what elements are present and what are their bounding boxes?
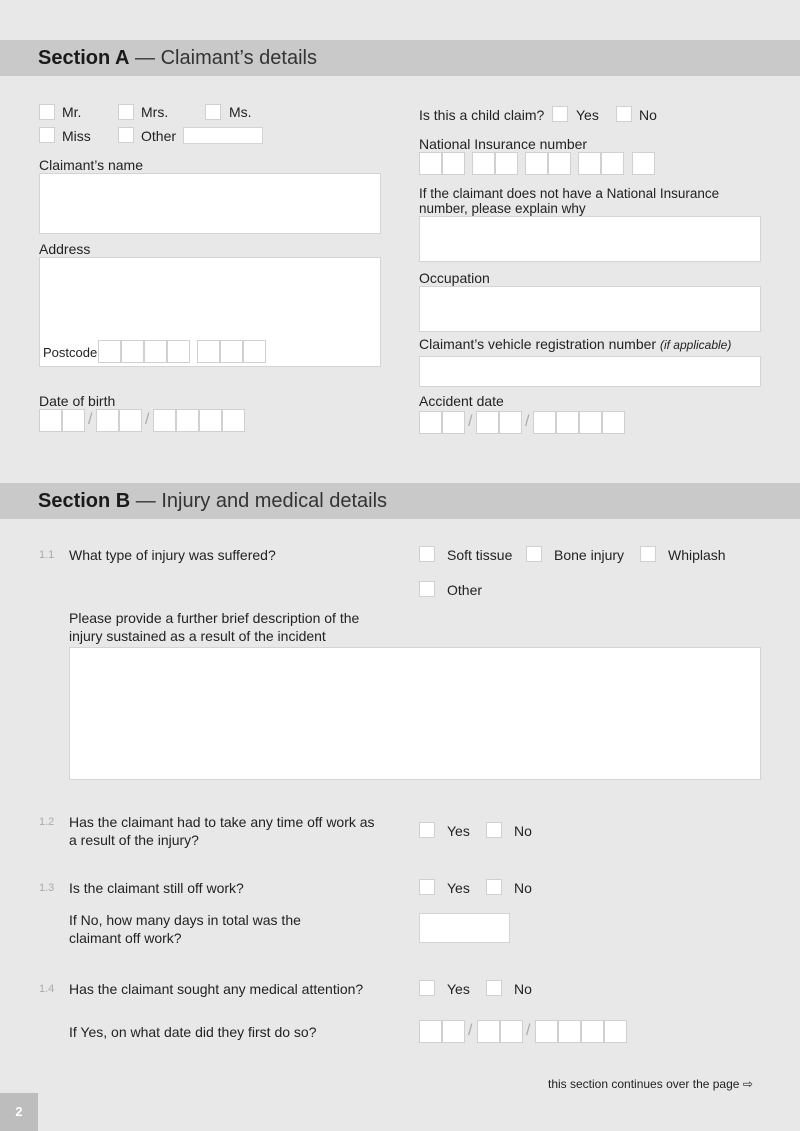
injury-whiplash-label: Whiplash <box>668 547 726 563</box>
page-number: 2 <box>0 1093 38 1131</box>
medical-attention-no-label: No <box>514 981 532 997</box>
dob-separator: / <box>145 411 150 428</box>
accident-date-separator: / <box>468 413 473 430</box>
title-mrs-label: Mrs. <box>141 104 169 120</box>
ni-number-cell[interactable] <box>419 152 442 175</box>
claimant-name-input[interactable] <box>39 173 381 234</box>
title-mrs-checkbox[interactable] <box>118 104 134 120</box>
medical-attention-yes-checkbox[interactable] <box>419 980 435 996</box>
medical-date-cell[interactable] <box>581 1020 604 1043</box>
injury-other-label: Other <box>447 582 483 598</box>
ni-number-cell[interactable] <box>472 152 495 175</box>
medical-date-label: If Yes, on what date did they first do so? <box>69 1024 317 1040</box>
ni-number-cell[interactable] <box>632 152 655 175</box>
dob-label: Date of birth <box>39 393 116 409</box>
injury-bone-label: Bone injury <box>554 547 625 563</box>
title-mr-checkbox[interactable] <box>39 104 55 120</box>
title-other-input[interactable] <box>183 127 263 144</box>
child-claim-yes-label: Yes <box>576 107 599 123</box>
child-claim-yes-checkbox[interactable] <box>552 106 568 122</box>
medical-date-cell[interactable] <box>419 1020 442 1043</box>
medical-date-cell[interactable] <box>535 1020 558 1043</box>
continues-note: this section continues over the page ⇨ <box>548 1077 753 1091</box>
still-off-work-yes-checkbox[interactable] <box>419 879 435 895</box>
accident-date-cell[interactable] <box>579 411 602 434</box>
title-other-checkbox[interactable] <box>118 127 134 143</box>
accident-date-cell[interactable] <box>419 411 442 434</box>
ni-number-cell[interactable] <box>548 152 571 175</box>
injury-bone-checkbox[interactable] <box>526 546 542 562</box>
ni-number-cell[interactable] <box>525 152 548 175</box>
still-off-work-yes-label: Yes <box>447 880 470 896</box>
still-off-work-question: Is the claimant still off work? <box>69 880 244 896</box>
medical-attention-question: Has the claimant sought any medical attention? <box>69 981 364 997</box>
title-ms-checkbox[interactable] <box>205 104 221 120</box>
days-off-label-line1: If No, how many days in total was the <box>69 912 301 928</box>
injury-whiplash-checkbox[interactable] <box>640 546 656 562</box>
injury-soft-tissue-label: Soft tissue <box>447 547 513 563</box>
accident-date-cell[interactable] <box>602 411 625 434</box>
dob-cell[interactable] <box>222 409 245 432</box>
occupation-label: Occupation <box>419 270 490 286</box>
question-number: 1.1 <box>39 549 55 561</box>
section-b-title: Section B — Injury and medical details <box>38 490 388 512</box>
page-top-strip <box>0 0 800 40</box>
question-number: 1.2 <box>39 816 55 828</box>
arrow-right-icon: ⇨ <box>742 1077 753 1091</box>
dob-cell[interactable] <box>62 409 85 432</box>
question-number: 1.4 <box>39 983 55 995</box>
dob-cell[interactable] <box>199 409 222 432</box>
accident-date-cell[interactable] <box>556 411 579 434</box>
accident-date-cell[interactable] <box>476 411 499 434</box>
time-off-yes-checkbox[interactable] <box>419 822 435 838</box>
vehicle-reg-label: Claimant’s vehicle registration number (if applicable) <box>419 336 732 352</box>
section-a-title: Section A — Claimant’s details <box>38 47 317 69</box>
accident-date-cell[interactable] <box>533 411 556 434</box>
injury-description-label-line2: injury sustained as a result of the incident <box>69 628 326 644</box>
accident-date-separator: / <box>525 413 530 430</box>
medical-attention-no-checkbox[interactable] <box>486 980 502 996</box>
time-off-question-line2: a result of the injury? <box>69 832 199 848</box>
days-off-input[interactable] <box>419 913 510 943</box>
no-ni-label-line2: number, please explain why <box>419 201 586 216</box>
medical-date-separator: / <box>526 1022 531 1039</box>
dob-cell[interactable] <box>96 409 119 432</box>
accident-date-label: Accident date <box>419 393 504 409</box>
no-ni-label-line1: If the claimant does not have a National Insurance <box>419 186 720 201</box>
injury-type-question: What type of injury was suffered? <box>69 547 276 563</box>
medical-date-cell[interactable] <box>477 1020 500 1043</box>
medical-date-cell[interactable] <box>500 1020 523 1043</box>
dob-cell[interactable] <box>153 409 176 432</box>
postcode-label: Postcode <box>43 345 98 360</box>
medical-date-cell[interactable] <box>558 1020 581 1043</box>
question-number: 1.3 <box>39 882 55 894</box>
dob-cell[interactable] <box>39 409 62 432</box>
accident-date-cell[interactable] <box>442 411 465 434</box>
medical-attention-yes-label: Yes <box>447 981 470 997</box>
ni-number-label: National Insurance number <box>419 136 588 152</box>
time-off-no-label: No <box>514 823 532 839</box>
time-off-yes-label: Yes <box>447 823 470 839</box>
ni-number-cell[interactable] <box>601 152 624 175</box>
medical-date-cell[interactable] <box>442 1020 465 1043</box>
medical-date-separator: / <box>468 1022 473 1039</box>
vehicle-reg-note: (if applicable) <box>659 338 732 352</box>
dob-cell[interactable] <box>119 409 142 432</box>
days-off-label-line2: claimant off work? <box>69 930 182 946</box>
address-label: Address <box>39 241 91 257</box>
postcode-cell[interactable] <box>243 340 266 363</box>
postcode-cell[interactable] <box>167 340 190 363</box>
postcode-cell[interactable] <box>220 340 243 363</box>
title-miss-checkbox[interactable] <box>39 127 55 143</box>
ni-number-cell[interactable] <box>495 152 518 175</box>
time-off-question-line1: Has the claimant had to take any time off work as <box>69 814 375 830</box>
occupation-input[interactable] <box>419 286 761 332</box>
injury-description-label-line1: Please provide a further brief description of the <box>69 610 360 626</box>
medical-date-cell[interactable] <box>604 1020 627 1043</box>
accident-date-cell[interactable] <box>499 411 522 434</box>
title-ms-label: Ms. <box>229 104 252 120</box>
time-off-no-checkbox[interactable] <box>486 822 502 838</box>
still-off-work-no-checkbox[interactable] <box>486 879 502 895</box>
postcode-cell[interactable] <box>121 340 144 363</box>
dob-separator: / <box>88 411 93 428</box>
vehicle-reg-input[interactable] <box>419 356 761 387</box>
postcode-cell[interactable] <box>98 340 121 363</box>
title-miss-label: Miss <box>62 128 91 144</box>
ni-number-cell[interactable] <box>578 152 601 175</box>
ni-number-cell[interactable] <box>442 152 465 175</box>
postcode-cell[interactable] <box>144 340 167 363</box>
postcode-cell[interactable] <box>197 340 220 363</box>
title-other-label: Other <box>141 128 177 144</box>
no-ni-explanation-input[interactable] <box>419 216 761 262</box>
injury-description-input[interactable] <box>69 647 761 780</box>
injury-soft-tissue-checkbox[interactable] <box>419 546 435 562</box>
section-b-header <box>0 483 800 519</box>
section-a-header <box>0 40 800 76</box>
still-off-work-no-label: No <box>514 880 532 896</box>
dob-cell[interactable] <box>176 409 199 432</box>
child-claim-label: Is this a child claim? <box>419 107 545 123</box>
child-claim-no-checkbox[interactable] <box>616 106 632 122</box>
claimant-name-label: Claimant’s name <box>39 157 144 173</box>
injury-other-checkbox[interactable] <box>419 581 435 597</box>
child-claim-no-label: No <box>639 107 657 123</box>
title-mr-label: Mr. <box>62 104 82 120</box>
